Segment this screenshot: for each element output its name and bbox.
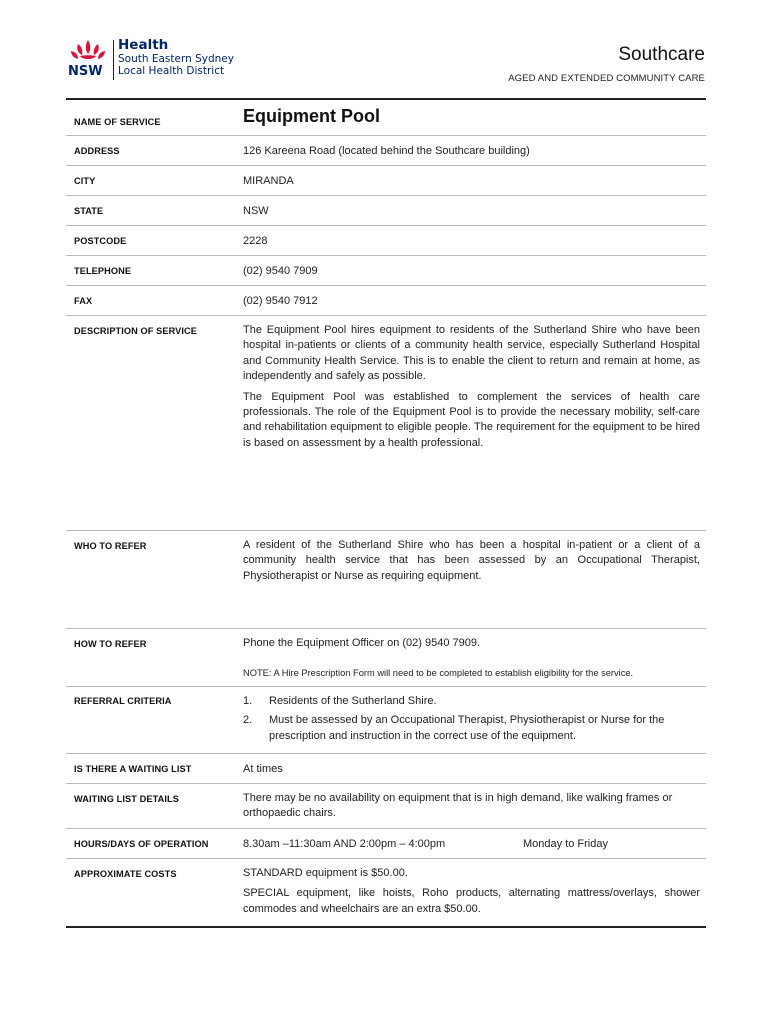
label-waiting-list: IS THERE A WAITING LIST: [74, 764, 192, 774]
row-postcode: [66, 226, 706, 256]
label-address: ADDRESS: [74, 146, 120, 156]
value-address: 126 Kareena Road (located behind the Southcare building): [243, 145, 530, 157]
value-state: NSW: [243, 205, 269, 217]
logo-text-block: [118, 38, 234, 77]
row-who-to-refer: [66, 531, 706, 629]
row-description: [66, 316, 706, 531]
value-who-to-refer: [243, 538, 700, 589]
criteria-number: 1.: [243, 695, 253, 707]
label-postcode: POSTCODE: [74, 236, 127, 246]
value-postcode: 2228: [243, 235, 268, 247]
row-referral-criteria: [66, 687, 706, 754]
waratah-icon: [66, 38, 110, 82]
label-waiting-list-details: WAITING LIST DETAILS: [74, 794, 179, 804]
description-paragraph-1: The Equipment Pool hires equipment to residents of the Sutherland Shire who have been hospital in-patients or clients of a community health service, especially Sutherland Hospital and Community Health Service. This is to enable the client to return and remain at home, as independently and safely as possible.: [243, 324, 700, 383]
costs-special: SPECIAL equipment, like hoists, Roho products, alternating mattress/overlays, shower commodes and wheelchairs are an extra $50.00.: [243, 887, 700, 915]
criteria-text: Residents of the Sutherland Shire.: [269, 695, 437, 707]
value-hours-days: Monday to Friday: [523, 838, 608, 850]
criteria-item: [243, 694, 700, 709]
service-title: Equipment Pool: [243, 106, 380, 126]
value-fax: (02) 9540 7912: [243, 295, 318, 307]
logo-district-line2: Local Health District: [118, 65, 225, 77]
row-hours: [66, 829, 706, 859]
costs-standard: STANDARD equipment is $50.00.: [243, 867, 408, 879]
org-subtitle: AGED AND EXTENDED COMMUNITY CARE: [508, 73, 705, 84]
label-state: STATE: [74, 206, 104, 216]
value-description: [243, 323, 700, 456]
row-service-name: [66, 100, 706, 136]
label-how-to-refer: HOW TO REFER: [74, 639, 147, 649]
label-hours: HOURS/DAYS OF OPERATION: [74, 839, 209, 849]
nsw-health-logo: [66, 38, 246, 84]
criteria-list: [243, 694, 700, 744]
row-costs: [66, 859, 706, 925]
logo-district-line1: South Eastern Sydney: [118, 53, 234, 65]
description-paragraph-2: The Equipment Pool was established to complement the services of health care professionals. The role of the Equipment Pool is to provide the necessary mobility, self-care and rehabilitation equipment to eligible people. The requirement for the equipment to be hired is based on assessment by a health professional.: [243, 390, 700, 449]
label-telephone: TELEPHONE: [74, 266, 132, 276]
criteria-text: Must be assessed by an Occupational Therapist, Physiotherapist or Nurse for the prescription and instruction in the correct use of the equipment.: [269, 714, 665, 742]
value-waiting-list: At times: [243, 763, 283, 775]
criteria-number: 2.: [243, 714, 253, 727]
row-how-to-refer: [66, 629, 706, 687]
value-how-to-refer: Phone the Equipment Officer on (02) 9540 7909.: [243, 637, 481, 649]
label-service-name: NAME OF SERVICE: [74, 117, 161, 127]
label-description: DESCRIPTION OF SERVICE: [74, 326, 198, 336]
value-hours-times: 8.30am –11:30am AND 2:00pm – 4:00pm: [243, 838, 446, 850]
logo-divider: [113, 40, 114, 80]
row-waiting-list-details: [66, 784, 706, 829]
row-address: [66, 136, 706, 166]
label-city: CITY: [74, 176, 96, 186]
value-city: MIRANDA: [243, 175, 294, 187]
label-fax: FAX: [74, 296, 93, 306]
row-fax: [66, 286, 706, 316]
who-to-refer-text: A resident of the Sutherland Shire who has been a hospital in-patient or a client of a community health service that has been assessed by an Occupational Therapist, Physiotherapist or Nurse as requiring equipment.: [243, 539, 700, 582]
nsw-logo-text: NSW: [68, 64, 103, 79]
logo-health: Health: [118, 37, 169, 53]
org-name: Southcare: [618, 44, 705, 65]
criteria-item: [243, 713, 700, 744]
footer-rule: [66, 926, 706, 928]
label-who-to-refer: WHO TO REFER: [74, 541, 147, 551]
value-referral-criteria: [243, 694, 700, 748]
label-costs: APPROXIMATE COSTS: [74, 869, 177, 879]
row-city: [66, 166, 706, 196]
value-costs: [243, 866, 700, 922]
label-referral-criteria: REFERRAL CRITERIA: [74, 696, 172, 706]
value-waiting-list-details: There may be no availability on equipment that is in high demand, like walking frames or orthopaedic chairs.: [243, 792, 673, 820]
how-to-refer-note: NOTE: A Hire Prescription Form will need to be completed to establish eligibility for the service.: [243, 668, 634, 678]
row-waiting-list: [66, 754, 706, 784]
row-state: [66, 196, 706, 226]
row-telephone: [66, 256, 706, 286]
value-telephone: (02) 9540 7909: [243, 265, 318, 277]
